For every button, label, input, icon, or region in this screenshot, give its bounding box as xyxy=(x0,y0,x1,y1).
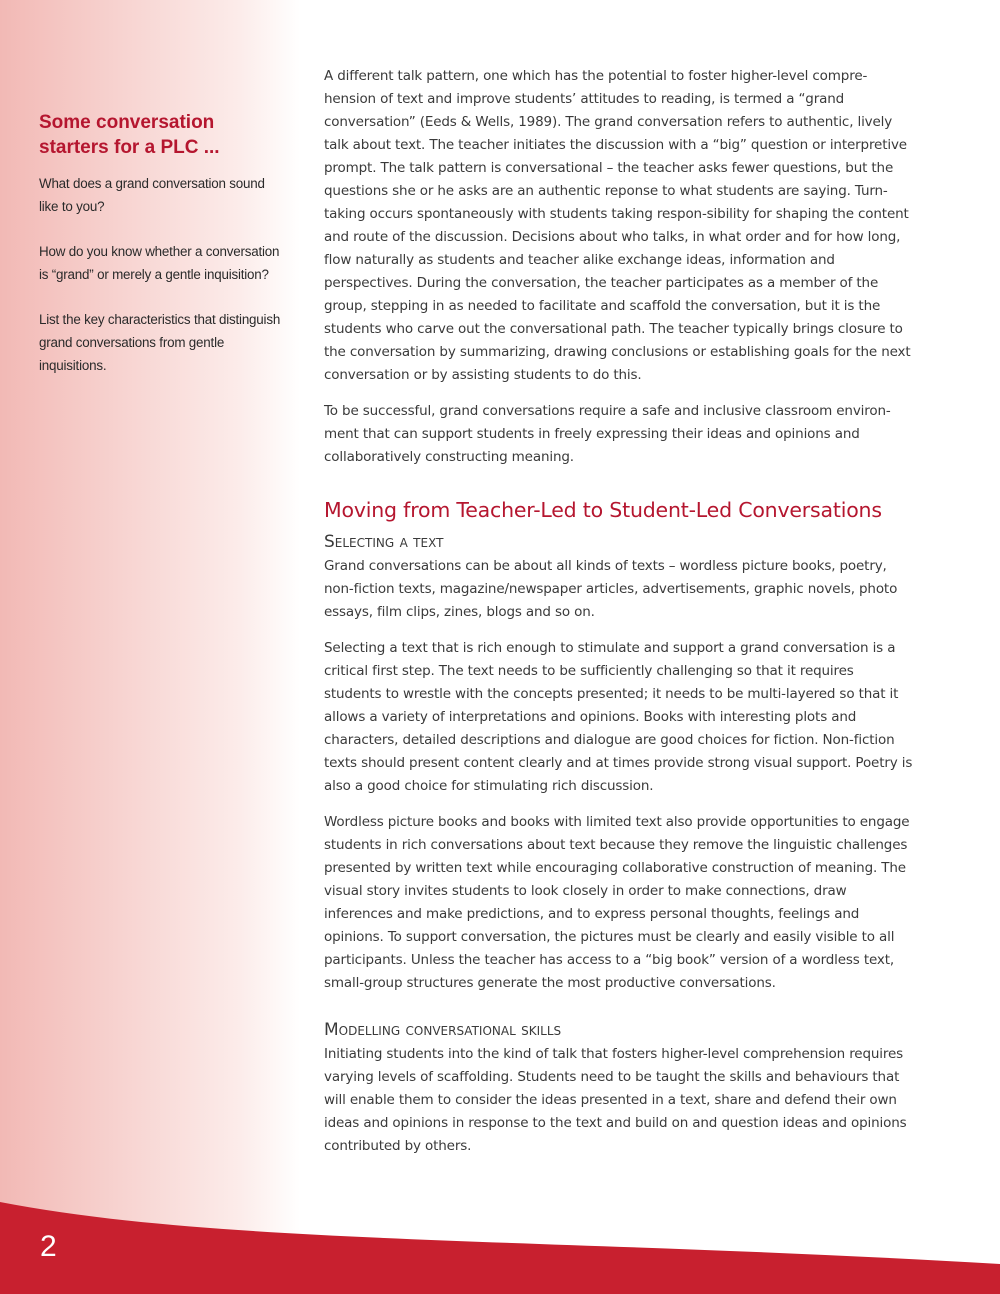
section-heading: Moving from Teacher-Led to Student-Led Conversations xyxy=(324,498,882,522)
footer-wave xyxy=(0,1190,1000,1294)
sidebar-heading: Some conversation starters for a PLC ... xyxy=(39,112,220,158)
subsection-heading-selecting: Selecting a text xyxy=(324,532,444,552)
body-paragraph: A different talk pattern, one which has the potential to foster higher-level compre-hension of text and improve students’ attitudes to reading, is termed a “grand conversation” (Eeds & Wells, 1989). The grand conversation refers to authentic, lively talk about text. The teacher initiates the discussion with a “big” question or interpretive prompt. The talk pattern is conversational – the teacher asks fewer questions, but the questions she or he asks are an authentic reponse to what students are saying. Turn-taking occurs spontaneously with students taking respon-sibility for shaping the content and route of the discussion. Decisions about who talks, in what order and for how long, flow naturally as students and teacher alike exchange ideas, information and perspectives. During the conversation, the teacher participates as a member of the group, stepping in as needed to facilitate and scaffold the conversation, but it is the students who carve out the conversational path. The teacher typically brings closure to the conversation by summarizing, drawing conclusions or establishing goals for the next conversation or by assisting students to do this. xyxy=(324,68,911,383)
sidebar-question: List the key characteristics that distinguish grand conversations from gentle inquisitions. xyxy=(39,312,281,373)
main-column xyxy=(324,65,914,1171)
body-paragraph: Wordless picture books and books with limited text also provide opportunities to engage students in rich conversations about text because they remove the linguistic challenges presented by written text while encouraging collaborative construction of meaning. The visual story invites students to look closely in order to make connections, draw inferences and make predictions, and to express personal thoughts, feelings and opinions. To support conversation, the pictures must be clearly and easily visible to all participants. Unless the teacher has access to a “big book” version of a wordless text, small-group structures generate the most productive conversations. xyxy=(324,814,910,991)
sidebar-question: What does a grand conversation sound like to you? xyxy=(39,176,265,214)
body-paragraph: Grand conversations can be about all kinds of texts – wordless picture books, poetry, non-fiction texts, magazine/newspaper articles, advertisements, graphic novels, photo essays, film clips, zines, blogs and so on. xyxy=(324,558,898,620)
body-paragraph: Initiating students into the kind of talk that fosters higher-level comprehension requires varying levels of scaffolding. Students need to be taught the skills and behaviours that will enable them to consider the ideas presented in a text, share and defend their own ideas and opinions in response to the text and build on and question ideas and opinions contributed by others. xyxy=(324,1046,907,1154)
sidebar-plc-box xyxy=(39,110,287,399)
body-paragraph: To be successful, grand conversations require a safe and inclusive classroom environ-ment that can support students in freely expressing their ideas and opinions and collaboratively constructing meaning. xyxy=(324,403,891,465)
page-number: 2 xyxy=(40,1230,57,1263)
sidebar-question: How do you know whether a conversation is “grand” or merely a gentle inquisition? xyxy=(39,244,280,282)
body-paragraph: Selecting a text that is rich enough to stimulate and support a grand conversation is a critical first step. The text needs to be sufficiently challenging so that it requires students to wrestle with the concepts presented; it needs to be multi-layered so that it allows a variety of interpretations and opinions. Books with interesting plots and characters, detailed descriptions and dialogue are good choices for fiction. Non-fiction texts should present content clearly and at times provide strong visual support. Poetry is also a good choice for stimulating rich discussion. xyxy=(324,640,913,794)
subsection-heading-modelling: Modelling conversational skills xyxy=(324,1020,562,1040)
